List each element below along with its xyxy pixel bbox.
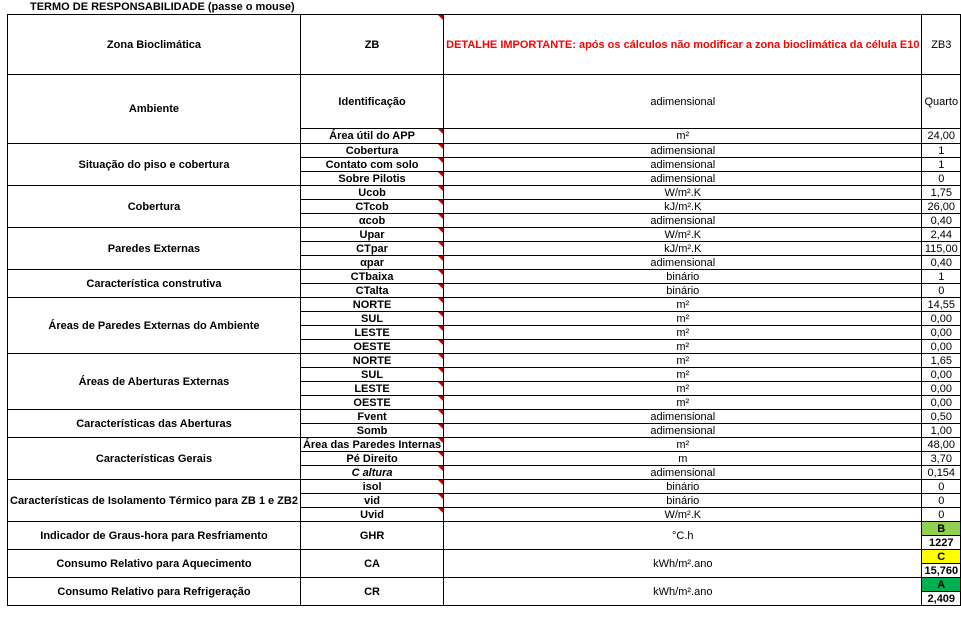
ambiente-value-0[interactable]: Quarto <box>922 75 961 129</box>
situacao-unit-2: adimensional <box>444 172 922 186</box>
gerais-label: Características Gerais <box>8 438 301 480</box>
caract-aberturas-label: Características das Aberturas <box>8 410 301 438</box>
situacao-ident-0: Cobertura <box>300 144 443 158</box>
areas-aberturas-value-1[interactable]: 0,00 <box>922 368 961 382</box>
paredes-ident-2: αpar <box>300 256 443 270</box>
comment-marker-icon[interactable] <box>438 354 443 359</box>
comment-marker-icon[interactable] <box>438 15 443 20</box>
areas-aberturas-unit-0: m² <box>444 354 922 368</box>
areas-paredes-ident-0: NORTE <box>300 298 443 312</box>
cobertura-value-1[interactable]: 26,00 <box>922 200 961 214</box>
isolamento-value-2[interactable]: 0 <box>922 508 961 522</box>
situacao-value-0[interactable]: 1 <box>922 144 961 158</box>
zona-value-cell[interactable]: ZB3 <box>922 15 961 75</box>
gerais-ident-1: Pé Direito <box>300 452 443 466</box>
construtiva-ident-1: CTalta <box>300 284 443 298</box>
situacao-ident-2: Sobre Pilotis <box>300 172 443 186</box>
comment-marker-icon[interactable] <box>438 284 443 289</box>
ca-label: Consumo Relativo para Aquecimento <box>8 550 301 578</box>
cobertura-ident-1: CTcob <box>300 200 443 214</box>
areas-aberturas-unit-1: m² <box>444 368 922 382</box>
ghr-unit: °C.h <box>444 522 922 550</box>
zona-code: ZB <box>300 15 443 75</box>
comment-marker-icon[interactable] <box>438 326 443 331</box>
areas-paredes-unit-0: m² <box>444 298 922 312</box>
comment-marker-icon[interactable] <box>438 480 443 485</box>
ambiente-label: Ambiente <box>8 75 301 144</box>
comment-marker-icon[interactable] <box>438 452 443 457</box>
comment-marker-icon[interactable] <box>438 256 443 261</box>
comment-marker-icon[interactable] <box>438 172 443 177</box>
areas-aberturas-ident-2: LESTE <box>300 382 443 396</box>
comment-marker-icon[interactable] <box>438 144 443 149</box>
comment-marker-icon[interactable] <box>438 382 443 387</box>
comment-marker-icon[interactable] <box>438 508 443 513</box>
comment-marker-icon[interactable] <box>438 410 443 415</box>
cr-value: 2,409 <box>922 592 961 606</box>
comment-marker-icon[interactable] <box>438 494 443 499</box>
comment-marker-icon[interactable] <box>438 186 443 191</box>
areas-paredes-value-3[interactable]: 0,00 <box>922 340 961 354</box>
comment-marker-icon[interactable] <box>438 466 443 471</box>
isolamento-value-0[interactable]: 0 <box>922 480 961 494</box>
ambiente-unit-0: adimensional <box>444 75 922 129</box>
paredes-label: Paredes Externas <box>8 228 301 270</box>
isolamento-unit-0: binário <box>444 480 922 494</box>
areas-paredes-label: Áreas de Paredes Externas do Ambiente <box>8 298 301 354</box>
situacao-label: Situação do piso e cobertura <box>8 144 301 186</box>
caract-aberturas-ident-1: Somb <box>300 424 443 438</box>
gerais-ident-0: Área das Paredes Internas <box>300 438 443 452</box>
construtiva-value-0[interactable]: 1 <box>922 270 961 284</box>
ca-ident: CA <box>300 550 443 578</box>
zona-label: Zona Bioclimática <box>8 15 301 75</box>
areas-aberturas-value-0[interactable]: 1,65 <box>922 354 961 368</box>
areas-paredes-value-1[interactable]: 0,00 <box>922 312 961 326</box>
gerais-unit-1: m <box>444 452 922 466</box>
situacao-value-2[interactable]: 0 <box>922 172 961 186</box>
construtiva-label: Característica construtiva <box>8 270 301 298</box>
isolamento-unit-2: W/m².K <box>444 508 922 522</box>
ca-unit: kWh/m².ano <box>444 550 922 578</box>
comment-marker-icon[interactable] <box>438 270 443 275</box>
comment-marker-icon[interactable] <box>438 438 443 443</box>
areas-aberturas-label: Áreas de Aberturas Externas <box>8 354 301 410</box>
ghr-value: 1227 <box>922 536 961 550</box>
construtiva-unit-1: binário <box>444 284 922 298</box>
comment-marker-icon[interactable] <box>438 242 443 247</box>
situacao-unit-0: adimensional <box>444 144 922 158</box>
areas-aberturas-unit-2: m² <box>444 382 922 396</box>
ambiente-ident-0: Identificação <box>300 75 443 129</box>
caract-aberturas-value-0[interactable]: 0,50 <box>922 410 961 424</box>
comment-marker-icon[interactable] <box>438 200 443 205</box>
construtiva-unit-0: binário <box>444 270 922 284</box>
comment-marker-icon[interactable] <box>438 129 443 134</box>
zona-warning: DETALHE IMPORTANTE: após os cálculos não modificar a zona bioclimática da célula E10 <box>444 15 922 75</box>
areas-paredes-unit-3: m² <box>444 340 922 354</box>
construtiva-value-1[interactable]: 0 <box>922 284 961 298</box>
comment-marker-icon[interactable] <box>438 340 443 345</box>
construtiva-ident-0: CTbaixa <box>300 270 443 284</box>
zona-row <box>8 15 961 75</box>
comment-marker-icon[interactable] <box>438 228 443 233</box>
situacao-value-1[interactable]: 1 <box>922 158 961 172</box>
gerais-value-0[interactable]: 48,00 <box>922 438 961 452</box>
gerais-value-1[interactable]: 3,70 <box>922 452 961 466</box>
comment-marker-icon[interactable] <box>438 298 443 303</box>
comment-marker-icon[interactable] <box>438 368 443 373</box>
isolamento-label: Características de Isolamento Térmico para ZB 1 e ZB2 <box>8 480 301 522</box>
comment-marker-icon[interactable] <box>438 312 443 317</box>
areas-paredes-ident-3: OESTE <box>300 340 443 354</box>
isolamento-ident-2: Uvid <box>300 508 443 522</box>
cobertura-label: Cobertura <box>8 186 301 228</box>
areas-aberturas-value-2[interactable]: 0,00 <box>922 382 961 396</box>
areas-paredes-ident-1: SUL <box>300 312 443 326</box>
areas-aberturas-ident-0: NORTE <box>300 354 443 368</box>
isolamento-ident-0: isol <box>300 480 443 494</box>
isolamento-value-1[interactable]: 0 <box>922 494 961 508</box>
gerais-unit-0: m² <box>444 438 922 452</box>
caract-aberturas-unit-0: adimensional <box>444 410 922 424</box>
cobertura-value-2[interactable]: 0,40 <box>922 214 961 228</box>
ghr-label: Indicador de Graus-hora para Resfriamento <box>8 522 301 550</box>
comment-marker-icon[interactable] <box>438 214 443 219</box>
cr-unit: kWh/m².ano <box>444 578 922 606</box>
isolamento-ident-1: vid <box>300 494 443 508</box>
cr-rating-badge: A <box>922 578 961 592</box>
ambiente-ident-1: Área útil do APP <box>300 129 443 144</box>
building-envelope-table <box>7 14 961 606</box>
cobertura-ident-0: Ucob <box>300 186 443 200</box>
areas-aberturas-value-3[interactable]: 0,00 <box>922 396 961 410</box>
cobertura-unit-0: W/m².K <box>444 186 922 200</box>
paredes-ident-0: Upar <box>300 228 443 242</box>
ghr-ident: GHR <box>300 522 443 550</box>
ca-rating-badge: C <box>922 550 961 564</box>
ambiente-value-1[interactable]: 24,00 <box>922 129 961 144</box>
caract-aberturas-value-1[interactable]: 1,00 <box>922 424 961 438</box>
cobertura-unit-1: kJ/m².K <box>444 200 922 214</box>
paredes-value-1[interactable]: 115,00 <box>922 242 961 256</box>
ca-value: 15,760 <box>922 564 961 578</box>
paredes-value-0[interactable]: 2,44 <box>922 228 961 242</box>
paredes-unit-0: W/m².K <box>444 228 922 242</box>
areas-aberturas-unit-3: m² <box>444 396 922 410</box>
situacao-ident-1: Contato com solo <box>300 158 443 172</box>
gerais-value-2[interactable]: 0,154 <box>922 466 961 480</box>
caract-aberturas-ident-0: Fvent <box>300 410 443 424</box>
areas-paredes-unit-1: m² <box>444 312 922 326</box>
cobertura-ident-2: αcob <box>300 214 443 228</box>
gerais-ident-2: C altura <box>300 466 443 480</box>
comment-marker-icon[interactable] <box>438 396 443 401</box>
comment-marker-icon[interactable] <box>438 424 443 429</box>
cobertura-unit-2: adimensional <box>444 214 922 228</box>
areas-paredes-ident-2: LESTE <box>300 326 443 340</box>
cobertura-value-0[interactable]: 1,75 <box>922 186 961 200</box>
areas-paredes-unit-2: m² <box>444 326 922 340</box>
situacao-unit-1: adimensional <box>444 158 922 172</box>
paredes-ident-1: CTpar <box>300 242 443 256</box>
isolamento-unit-1: binário <box>444 494 922 508</box>
areas-aberturas-ident-3: OESTE <box>300 396 443 410</box>
areas-paredes-value-2[interactable]: 0,00 <box>922 326 961 340</box>
caract-aberturas-unit-1: adimensional <box>444 424 922 438</box>
gerais-unit-2: adimensional <box>444 466 922 480</box>
comment-marker-icon[interactable] <box>438 158 443 163</box>
cr-label: Consumo Relativo para Refrigeração <box>8 578 301 606</box>
areas-aberturas-ident-1: SUL <box>300 368 443 382</box>
paredes-unit-1: kJ/m².K <box>444 242 922 256</box>
paredes-value-2[interactable]: 0,40 <box>922 256 961 270</box>
ambiente-unit-1: m² <box>444 129 922 144</box>
page-title[interactable]: TERMO DE RESPONSABILIDADE (passe o mouse) <box>30 1 295 13</box>
areas-paredes-value-0[interactable]: 14,55 <box>922 298 961 312</box>
paredes-unit-2: adimensional <box>444 256 922 270</box>
cr-ident: CR <box>300 578 443 606</box>
ghr-rating-badge: B <box>922 522 961 536</box>
